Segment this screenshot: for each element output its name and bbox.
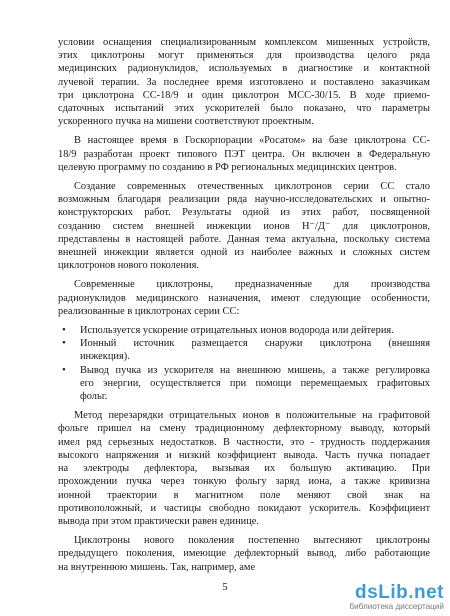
- paragraph: [58, 134, 430, 174]
- text-line: Вывод пучка из ускорителя на внешнюю мишень, а также регулировка: [80, 364, 430, 376]
- paragraph: [58, 36, 430, 128]
- watermark-logo: dsLib.net: [355, 582, 444, 603]
- watermark-subtitle: библиотека диссертаций: [349, 602, 444, 611]
- text-line: этих циклотроны могут применяться для производства целого ряда: [58, 50, 430, 62]
- text-line: Метод перезарядки отрицательных ионов в положительные на графитовой: [74, 410, 430, 422]
- text-line: противоположный, и частицы свободно покидают ускоритель. Коэффициент: [58, 502, 430, 514]
- text-line: В настоящее время в Госкорпорации «Росатом» на базе циклотрона СС-: [74, 135, 430, 147]
- text-line: его энергии, осуществляется при помощи перемещаемых графитовых: [80, 377, 430, 389]
- text-line: целевую программу по созданию в РФ региональных медицинских центров.: [58, 161, 397, 173]
- text-line: ускоренного пучка на мишени соответствуют проектным.: [58, 116, 314, 128]
- paragraph: [58, 278, 430, 318]
- text-line: на внутреннюю мишень. Так, например, аме: [58, 561, 256, 573]
- list-item: [58, 324, 430, 337]
- text-line: прохождении пучка через тонкую фольгу заряд иона, а также кривизна: [58, 476, 430, 488]
- text-line: внешней инжекции является одной из наиболее важных и сложных систем: [58, 247, 430, 259]
- text-line: Ионный источник размещается снаружи циклотрона (внешняя: [80, 338, 430, 350]
- text-line: 18/9 разработан проект типового ПЭТ центра. Он включен в Федеральную: [58, 148, 430, 160]
- text-line: Современные циклотроны, предназначенные для производства: [74, 279, 430, 291]
- text-line: ионной траектории в магнитном поле меняют свой знак на: [58, 489, 430, 501]
- paragraph: [58, 180, 430, 272]
- text-line: созданию систем внешней инжекции ионов Н⁻/Д⁻ для циклотронов,: [58, 220, 430, 232]
- text-line: сдаточных испытаний этих ускорителей было показано, что параметры: [58, 103, 430, 115]
- bullet-icon: •: [62, 363, 66, 376]
- list-item: [58, 364, 430, 404]
- text-line: конструкторских работ. Результаты одной из этих работ, посвященной: [58, 207, 430, 219]
- text-line: представлены в настоящей работе. Данная тема актуальна, поскольку система: [58, 233, 430, 245]
- text-line: возможным благодаря реализации ряда научно-исследовательских и опытно-: [58, 194, 430, 206]
- text-line: имел ряд серьезных недостатков. В частности, это - трудность поддержания: [58, 436, 430, 448]
- watermark: [304, 582, 444, 612]
- text-line: три циклотрона СС-18/9 и один циклотрон МСС-30/15. В ходе приемо-: [58, 89, 430, 101]
- text-line: Создание современных отечественных циклотронов серии СС стало: [74, 181, 430, 193]
- bullet-icon: •: [62, 324, 66, 337]
- text-line: медицинских радионуклидов, используемых в диагностике и контактной: [58, 63, 430, 75]
- text-line: реализованные в циклотронах серии СС:: [58, 305, 240, 317]
- text-line: радионуклидов медицинского назначения, имеют следующие особенности,: [58, 292, 430, 304]
- page-number: 5: [222, 582, 228, 593]
- text-line: вывода при этом практически равен единице.: [58, 515, 259, 527]
- text-line: высокого напряжения и низкий коэффициент вывода. Часть пучка попадает: [58, 449, 430, 461]
- text-line: Циклотроны нового поколения постепенно вытесняют циклотроны: [74, 535, 430, 547]
- paragraph: [58, 409, 430, 528]
- text-line: инжекция).: [80, 351, 130, 363]
- text-line: фольг.: [80, 391, 108, 403]
- text-line: лучевой терапии. За последнее время изготовлено и поставлено заказчикам: [58, 76, 430, 88]
- text-line: предыдущего поколения, имеющие дефлекторный вывод, либо работающие: [58, 548, 430, 560]
- text-line: циклотронов нового поколения.: [58, 260, 199, 272]
- text-line: Используется ускорение отрицательных ионов водорода или дейтерия.: [80, 325, 394, 337]
- text-line: фольге пришел на смену традиционному дефлекторному выводу, который: [58, 423, 430, 435]
- document-body: [58, 36, 430, 580]
- list-item: [58, 337, 430, 363]
- text-line: на электроды дефлектора, вызывая их большую активацию. При: [58, 463, 430, 475]
- text-line: условии оснащения специализированным комплексом мишенных устройств,: [58, 37, 430, 48]
- paragraph: [58, 534, 430, 574]
- bullet-icon: •: [62, 337, 66, 350]
